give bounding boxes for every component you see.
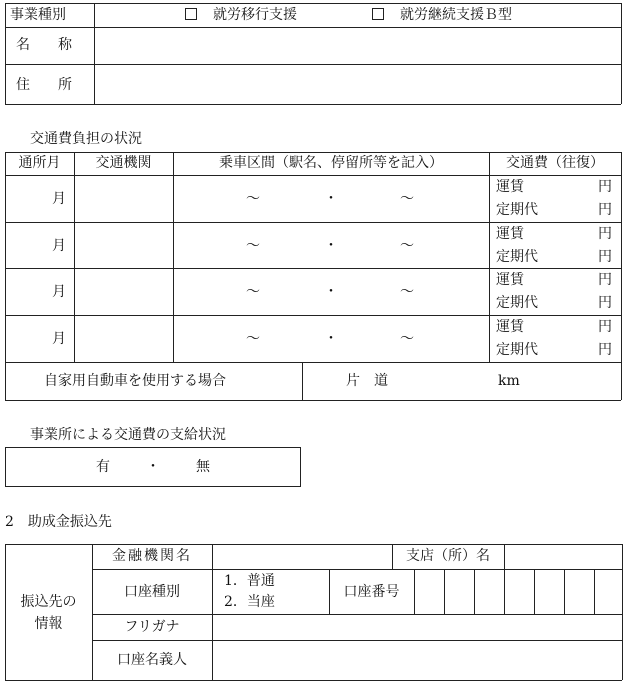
route-tilde-2: ～ xyxy=(400,331,414,347)
fare-label: 運賃 xyxy=(496,179,524,195)
account-digit-box[interactable] xyxy=(595,570,621,613)
route-dot: ・ xyxy=(324,238,338,254)
km-unit: km xyxy=(498,373,520,389)
distance-field[interactable] xyxy=(410,364,490,398)
option-employment-transition: 就労移行支援 xyxy=(213,7,297,23)
header-month: 通所月 xyxy=(18,155,61,171)
furigana-label: フリガナ xyxy=(124,619,180,635)
fare-label: 運賃 xyxy=(496,226,524,242)
furigana-field[interactable] xyxy=(214,616,621,639)
institution-label: 金融機関名 xyxy=(112,548,192,564)
pass-yen: 円 xyxy=(598,295,612,311)
pass-yen: 円 xyxy=(598,342,612,358)
route-tilde-2: ～ xyxy=(400,191,414,207)
transport-mode-field[interactable] xyxy=(76,270,172,314)
route-tilde-1: ～ xyxy=(246,331,260,347)
pass-label: 定期代 xyxy=(496,202,538,218)
transport-mode-field[interactable] xyxy=(76,177,172,221)
route-dot: ・ xyxy=(324,284,338,300)
transfer-info-label-2: 情報 xyxy=(34,616,63,632)
payment-section-title: 事業所による交通費の支給状況 xyxy=(30,427,226,443)
pass-yen: 円 xyxy=(598,249,612,265)
route-tilde-1: ～ xyxy=(246,284,260,300)
branch-label: 支店（所）名 xyxy=(406,548,490,564)
account-digit-box[interactable] xyxy=(505,570,534,613)
account-type-option-ordinary[interactable]: 1．普通 xyxy=(224,573,275,589)
header-transport-mode: 交通機関 xyxy=(95,155,152,171)
account-digit-box[interactable] xyxy=(535,570,564,613)
route-dot: ・ xyxy=(324,191,338,207)
institution-field[interactable] xyxy=(214,546,391,568)
month-field[interactable] xyxy=(7,224,47,267)
route-dot: ・ xyxy=(324,331,338,347)
fare-yen: 円 xyxy=(598,179,612,195)
account-type-label: 口座種別 xyxy=(124,584,180,600)
account-number-label: 口座番号 xyxy=(343,584,400,600)
one-way-label: 片 道 xyxy=(346,373,388,389)
account-holder-label: 口座名義人 xyxy=(117,652,187,668)
account-type-option-current[interactable]: 2．当座 xyxy=(224,594,275,610)
pass-label: 定期代 xyxy=(496,295,538,311)
address-label: 住 所 xyxy=(16,77,72,93)
account-holder-field[interactable] xyxy=(214,642,621,679)
payment-no[interactable]: 無 xyxy=(196,459,210,475)
pass-label: 定期代 xyxy=(496,342,538,358)
fare-label: 運賃 xyxy=(496,272,524,288)
payment-dot: ・ xyxy=(146,459,160,475)
account-digit-box[interactable] xyxy=(445,570,474,613)
name-label: 名 称 xyxy=(16,37,72,53)
fare-label: 運賃 xyxy=(496,319,524,335)
transport-section-title: 交通費負担の状況 xyxy=(30,131,142,147)
pass-label: 定期代 xyxy=(496,249,538,265)
route-tilde-2: ～ xyxy=(400,238,414,254)
month-field[interactable] xyxy=(7,317,47,361)
transfer-info-label-1: 振込先の xyxy=(20,594,77,610)
address-field[interactable] xyxy=(96,66,619,103)
account-digit-box[interactable] xyxy=(565,570,594,613)
payment-yes[interactable]: 有 xyxy=(96,459,110,475)
bank-section-title: 2 助成金振込先 xyxy=(5,514,112,530)
private-car-label: 自家用自動車を使用する場合 xyxy=(44,373,226,389)
transport-mode-field[interactable] xyxy=(76,224,172,267)
month-field[interactable] xyxy=(7,270,47,314)
pass-yen: 円 xyxy=(598,202,612,218)
route-tilde-1: ～ xyxy=(246,238,260,254)
month-label: 月 xyxy=(52,238,66,254)
account-digit-box[interactable] xyxy=(415,570,444,613)
month-label: 月 xyxy=(52,191,66,207)
header-route-section: 乗車区間（駅名、停留所等を記入） xyxy=(219,155,443,171)
route-tilde-1: ～ xyxy=(246,191,260,207)
month-label: 月 xyxy=(52,331,66,347)
fare-yen: 円 xyxy=(598,226,612,242)
branch-field[interactable] xyxy=(506,546,621,568)
header-round-trip-cost: 交通費（往復） xyxy=(506,155,604,171)
transport-mode-field[interactable] xyxy=(76,317,172,361)
route-tilde-2: ～ xyxy=(400,284,414,300)
fare-yen: 円 xyxy=(598,319,612,335)
account-digit-box[interactable] xyxy=(475,570,504,613)
option-continuous-support-b: 就労継続支援Ｂ型 xyxy=(400,7,512,23)
business-type-label: 事業種別 xyxy=(10,7,66,23)
name-field[interactable] xyxy=(96,29,619,63)
fare-yen: 円 xyxy=(598,272,612,288)
checkbox-continuous-support-b[interactable] xyxy=(372,8,384,20)
month-field[interactable] xyxy=(7,177,47,221)
month-label: 月 xyxy=(52,284,66,300)
checkbox-employment-transition[interactable] xyxy=(185,8,197,20)
